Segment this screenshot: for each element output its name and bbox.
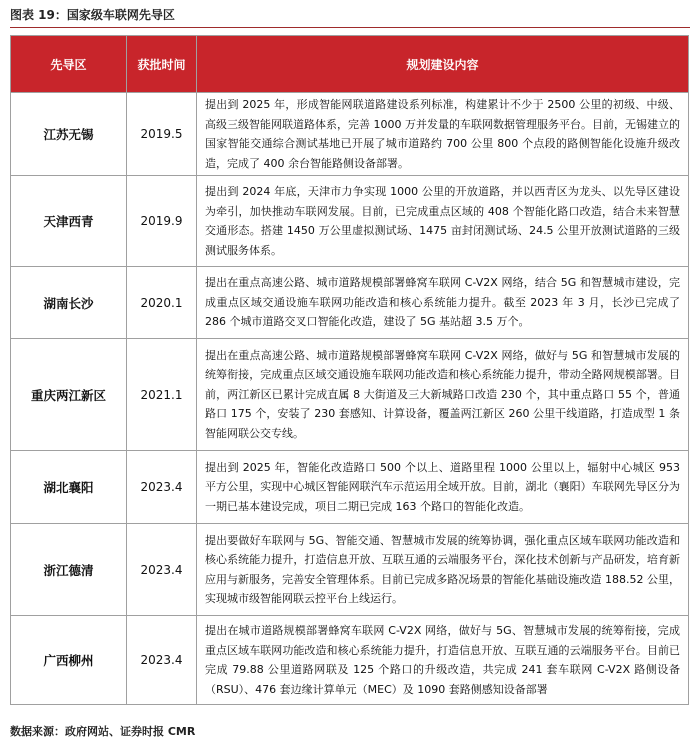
date-cell: 2021.1 xyxy=(127,339,197,451)
content-cell: 提出要做好车联网与 5G、智能交通、智慧城市发展的统筹协调，强化重点区域车联网功能改造和核心系统能力提升，打造信息开放、互联互通的云端服务平台，深化技术创新与产品研发，培育新应用与新服务，完善安全管理体系。目前已完成多路况场景的智能化基础设施改造 188.52 公里，实现城市级智能网联云控平台上线运行。 xyxy=(197,524,689,616)
date-cell: 2023.4 xyxy=(127,451,197,524)
date-cell: 2023.4 xyxy=(127,524,197,616)
content-cell: 提出到 2025 年，形成智能网联道路建设系列标准，构建累计不少于 2500 公里的初级、中级、高级三级智能网联道路体系，完善 1000 万并发量的车联网数据管理服务平台。目前，无锡建立的国家智能交通综合测试基地已开展了城市道路约 700 公里 800 个点段的路侧智能化设施升级改造，完成了 400 余台智能路侧设备部署。 xyxy=(197,93,689,176)
content-cell: 提出在重点高速公路、城市道路规模部署蜂窝车联网 C-V2X 网络，结合 5G 和智慧城市建设，完成重点区域交通设施车联网功能改造和核心系统能力提升。截至 2023 年 3 月，长沙已完成了 286 个城市道路交叉口智能化改造，建设了 5G 基站超 3.5 万个。 xyxy=(197,267,689,339)
table-row xyxy=(11,339,689,451)
header-plan-content: 规划建设内容 xyxy=(197,36,689,93)
content-cell: 提出在重点高速公路、城市道路规模部署蜂窝车联网 C-V2X 网络，做好与 5G 和智慧城市发展的统筹衔接，完成重点区域交通设施车联网功能改造和核心系统能力提升，带动全路网规模部署。目前，两江新区已累计完成直属 8 大街道及三大新城路口改造 230 个，其中重点路口 55 个，普通路口 175 个，安装了 230 套感知、计算设备，覆盖两江新区 260 公里干线道路，打造成型 1 条智能网联公交专线。 xyxy=(197,339,689,451)
header-approval-date: 获批时间 xyxy=(127,36,197,93)
table-row xyxy=(11,267,689,339)
header-region: 先导区 xyxy=(11,36,127,93)
region-cell: 浙江德清 xyxy=(11,524,127,616)
table-row xyxy=(11,616,689,705)
content-cell: 提出到 2025 年，智能化改造路口 500 个以上、道路里程 1000 公里以上，辐射中心城区 953 平方公里，实现中心城区智能网联汽车示范运用全域开放。目前，湖北（襄阳）车联网先导区分为一期已基本建设完成，项目二期已完成 163 个路口的智能化改造。 xyxy=(197,451,689,524)
region-cell: 江苏无锡 xyxy=(11,93,127,176)
table-row xyxy=(11,524,689,616)
date-cell: 2023.4 xyxy=(127,616,197,705)
figure-title: 图表 19：国家级车联网先导区 xyxy=(10,8,175,22)
table-header-row xyxy=(11,36,689,93)
content-cell: 提出在城市道路规模部署蜂窝车联网 C-V2X 网络，做好与 5G、智慧城市发展的统筹衔接，完成重点区域车联网功能改造和核心系统能力提升，打造信息开放、互联互通的云端服务平台。目前已完成 79.88 公里道路网联及 125 个路口的升级改造，共完成 241 套车联网 C-V2X 路侧设备（RSU）、476 套边缘计算单元（MEC）及 1090 套路侧感知设备部署 xyxy=(197,616,689,705)
date-cell: 2019.9 xyxy=(127,176,197,267)
region-cell: 湖北襄阳 xyxy=(11,451,127,524)
pilot-zone-table xyxy=(10,35,689,705)
region-cell: 广西柳州 xyxy=(11,616,127,705)
table-row xyxy=(11,93,689,176)
region-cell: 重庆两江新区 xyxy=(11,339,127,451)
title-divider xyxy=(10,27,690,28)
date-cell: 2019.5 xyxy=(127,93,197,176)
region-cell: 天津西青 xyxy=(11,176,127,267)
table-row xyxy=(11,451,689,524)
date-cell: 2020.1 xyxy=(127,267,197,339)
content-cell: 提出到 2024 年底，天津市力争实现 1000 公里的开放道路，并以西青区为龙头、以先导区建设为牵引，加快推动车联网发展。目前，已完成重点区域的 408 个智能化路口改造，结合未来智慧交通形态。搭建 1450 万公里虚拟测试场、1475 亩封闭测试场、24.5 公里开放测试道路的三级测试服务体系。 xyxy=(197,176,689,267)
source-note: 数据来源：政府网站、证券时报 CMR xyxy=(10,725,196,738)
table-row xyxy=(11,176,689,267)
region-cell: 湖南长沙 xyxy=(11,267,127,339)
